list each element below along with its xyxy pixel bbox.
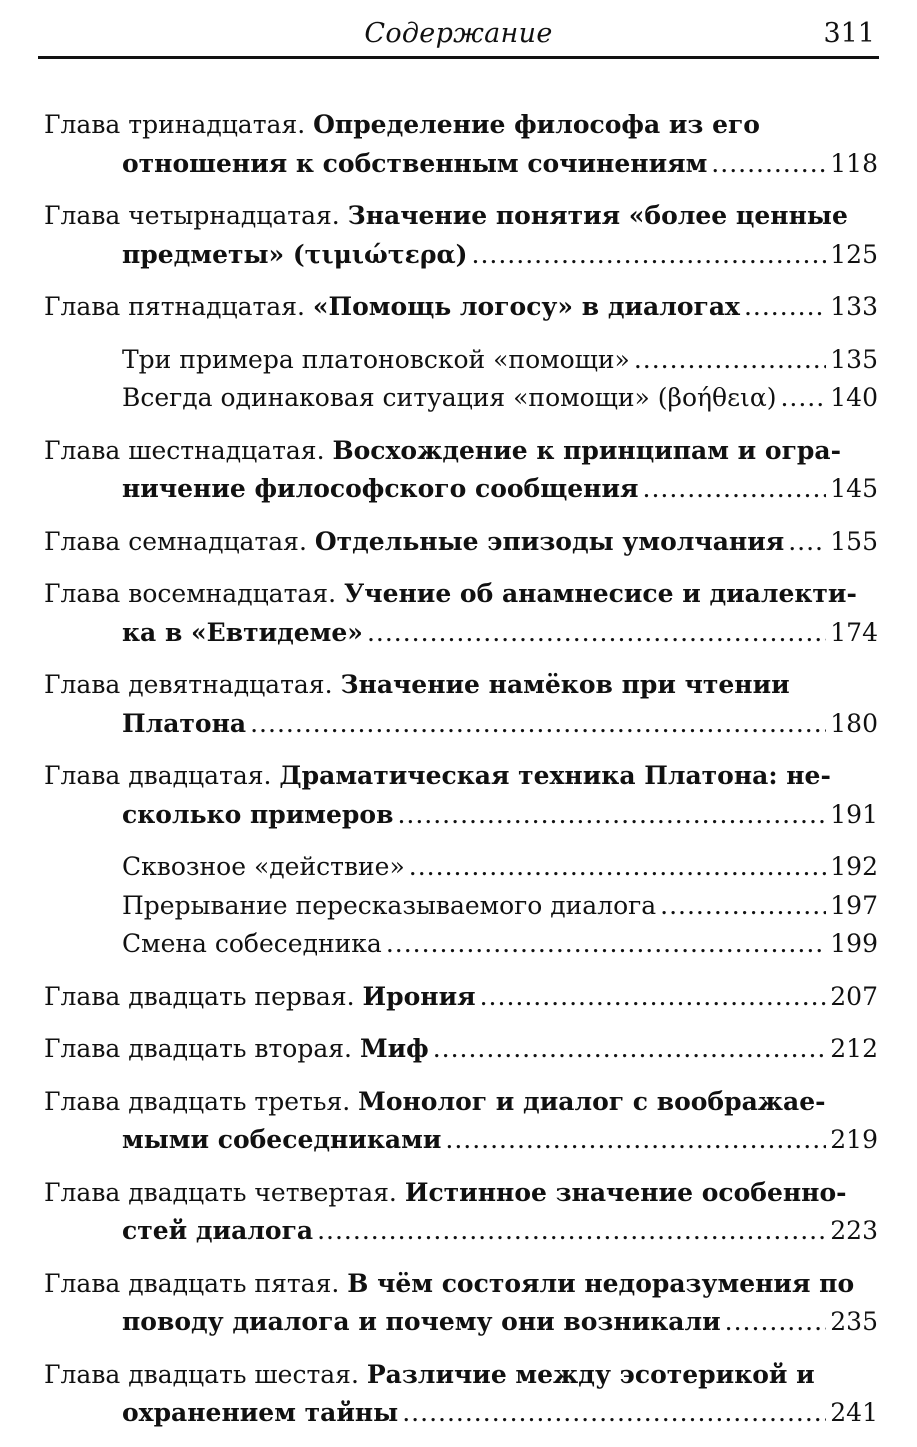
entry-line	[44, 197, 878, 236]
dot-leader	[725, 1303, 827, 1342]
dot-leader	[445, 1121, 826, 1160]
page-ref: 135	[830, 344, 878, 374]
dot-leader	[409, 848, 827, 887]
chapter-title: Значение понятия «более ценные	[347, 201, 848, 230]
section-title: Всегда одинаковая ситуация «помощи» (βοήθεια)	[122, 383, 777, 412]
dot-leader	[634, 341, 826, 380]
entry-line	[44, 1030, 878, 1069]
entry-line	[44, 705, 878, 744]
page-ref: 155	[830, 526, 878, 556]
entry-line	[44, 341, 878, 380]
dot-leader	[788, 523, 826, 562]
entry-line	[44, 1121, 878, 1160]
dot-leader	[480, 978, 827, 1017]
chapter-title: «Помощь логосу» в диалогах	[312, 292, 740, 321]
chapter-title-continued: сколько примеров	[122, 799, 394, 829]
entry-line	[44, 145, 878, 184]
entry-line	[44, 1265, 878, 1304]
chapter-title: Отдельные эпизоды умолчания	[314, 526, 785, 556]
chapter-label: Глава двадцать первая.	[44, 981, 355, 1011]
chapter-label: Глава тринадцатая.	[44, 110, 306, 139]
entry-line	[44, 757, 878, 796]
page-ref: 192	[830, 852, 878, 881]
toc-entry	[44, 1356, 878, 1433]
toc-entry	[44, 978, 878, 1017]
toc-entry	[44, 432, 878, 509]
toc-subentry	[44, 379, 878, 418]
chapter-title-continued: отношения к собственным сочинениям	[122, 148, 708, 178]
toc-subentry	[44, 848, 878, 887]
page-ref: 223	[830, 1216, 878, 1245]
toc-entry	[44, 1083, 878, 1160]
page-ref: 118	[830, 148, 878, 178]
page-ref: 235	[830, 1307, 878, 1336]
entry-line	[44, 1083, 878, 1122]
page-ref: 125	[830, 239, 878, 269]
dot-leader	[386, 925, 826, 964]
page-ref: 174	[830, 617, 878, 647]
chapter-title: Определение философа из его	[313, 110, 760, 139]
dot-leader	[317, 1212, 826, 1251]
chapter-label: Глава шестнадцатая.	[44, 435, 325, 465]
entry-line	[44, 1356, 878, 1395]
toc-entry	[44, 1265, 878, 1342]
toc-subentry	[44, 341, 878, 380]
chapter-title-continued: ничение философского сообщения	[122, 474, 639, 503]
entry-line	[44, 1174, 878, 1213]
chapter-label: Глава двадцать шестая.	[44, 1359, 359, 1389]
toc-entry	[44, 106, 878, 183]
toc-subentry	[44, 925, 878, 964]
dot-leader	[433, 1030, 827, 1069]
entry-line	[44, 1303, 878, 1342]
toc-entry	[44, 1030, 878, 1069]
page-ref: 191	[830, 799, 878, 829]
chapter-title-continued: охранением тайны	[122, 1398, 399, 1427]
page-ref: 140	[830, 383, 878, 412]
dot-leader	[744, 288, 826, 327]
chapter-title-continued: Платона	[122, 708, 247, 738]
dot-leader	[711, 145, 826, 184]
chapter-label: Глава восемнадцатая.	[44, 579, 337, 608]
entry-line	[44, 106, 878, 145]
page-ref: 133	[830, 292, 878, 321]
chapter-label: Глава семнадцатая.	[44, 526, 307, 556]
page-ref: 207	[830, 981, 878, 1011]
chapter-label: Глава двадцатая.	[44, 761, 272, 790]
entry-line	[44, 432, 878, 471]
page-ref: 145	[830, 474, 878, 503]
entry-line	[44, 523, 878, 562]
chapter-title: Истинное значение особенно-	[404, 1177, 847, 1207]
dot-leader	[472, 236, 827, 275]
entry-line	[44, 1394, 878, 1433]
table-of-contents	[44, 106, 878, 1447]
entry-line	[44, 379, 878, 418]
toc-entry	[44, 666, 878, 743]
chapter-label: Глава девятнадцатая.	[44, 670, 333, 699]
toc-entry	[44, 1174, 878, 1251]
entry-line	[44, 848, 878, 887]
page-ref: 180	[830, 708, 878, 738]
page-ref: 197	[830, 890, 878, 920]
dot-leader	[367, 614, 826, 653]
toc-entry	[44, 197, 878, 274]
chapter-label: Глава двадцать третья.	[44, 1086, 351, 1116]
entry-line	[44, 288, 878, 327]
entry-line	[44, 887, 878, 926]
chapter-label: Глава пятнадцатая.	[44, 292, 305, 321]
toc-entry	[44, 575, 878, 652]
entry-line	[44, 1212, 878, 1251]
section-title: Три примера платоновской «помощи»	[122, 344, 630, 374]
chapter-title-continued: мыми собеседниками	[122, 1125, 442, 1154]
chapter-label: Глава двадцать вторая.	[44, 1034, 352, 1063]
chapter-title: Учение об анамнесисе и диалекти-	[343, 579, 857, 608]
running-header	[38, 12, 879, 59]
chapter-title: В чём состояли недоразумения по	[347, 1268, 855, 1298]
dot-leader	[250, 705, 826, 744]
page-ref: 212	[830, 1034, 878, 1063]
toc-subentry	[44, 887, 878, 926]
dot-leader	[402, 1394, 826, 1433]
chapter-title: Монолог и диалог с воображае-	[358, 1086, 826, 1116]
entry-line	[44, 236, 878, 275]
section-title: Сквозное «действие»	[122, 852, 405, 881]
chapter-title: Ирония	[362, 981, 476, 1011]
chapter-title: Драматическая техника Платона: не-	[279, 761, 831, 790]
chapter-title: Миф	[359, 1034, 429, 1063]
page-ref: 241	[830, 1398, 878, 1427]
chapter-title-continued: стей диалога	[122, 1216, 314, 1245]
toc-entry	[44, 288, 878, 327]
dot-leader	[780, 379, 826, 418]
chapter-title: Восхождение к принципам и огра-	[332, 435, 841, 465]
chapter-title-continued: ка в «Евтидеме»	[122, 617, 363, 647]
chapter-title: Различие между эсотерикой и	[366, 1359, 815, 1389]
running-title: Содержание	[364, 18, 553, 49]
page-ref: 199	[830, 929, 878, 958]
dot-leader	[660, 887, 826, 926]
entry-line	[44, 796, 878, 835]
chapter-title: Значение намёков при чтении	[340, 670, 790, 699]
entry-line	[44, 614, 878, 653]
chapter-title-continued: поводу диалога и почему они возникали	[122, 1307, 721, 1336]
chapter-label: Глава четырнадцатая.	[44, 201, 340, 230]
chapter-label: Глава двадцать пятая.	[44, 1268, 340, 1298]
page-number: 311	[823, 18, 875, 49]
entry-line	[44, 575, 878, 614]
chapter-title-continued: предметы» (τιμιώτερα)	[122, 239, 468, 269]
chapter-label: Глава двадцать четвертая.	[44, 1177, 397, 1207]
entry-line	[44, 666, 878, 705]
entry-line	[44, 470, 878, 509]
section-title: Прерывание пересказываемого диалога	[122, 890, 657, 920]
entry-line	[44, 978, 878, 1017]
toc-entry	[44, 757, 878, 834]
toc-entry	[44, 523, 878, 562]
page-ref: 219	[830, 1125, 878, 1154]
entry-line	[44, 925, 878, 964]
dot-leader	[397, 796, 826, 835]
dot-leader	[643, 470, 827, 509]
section-title: Смена собеседника	[122, 929, 382, 958]
